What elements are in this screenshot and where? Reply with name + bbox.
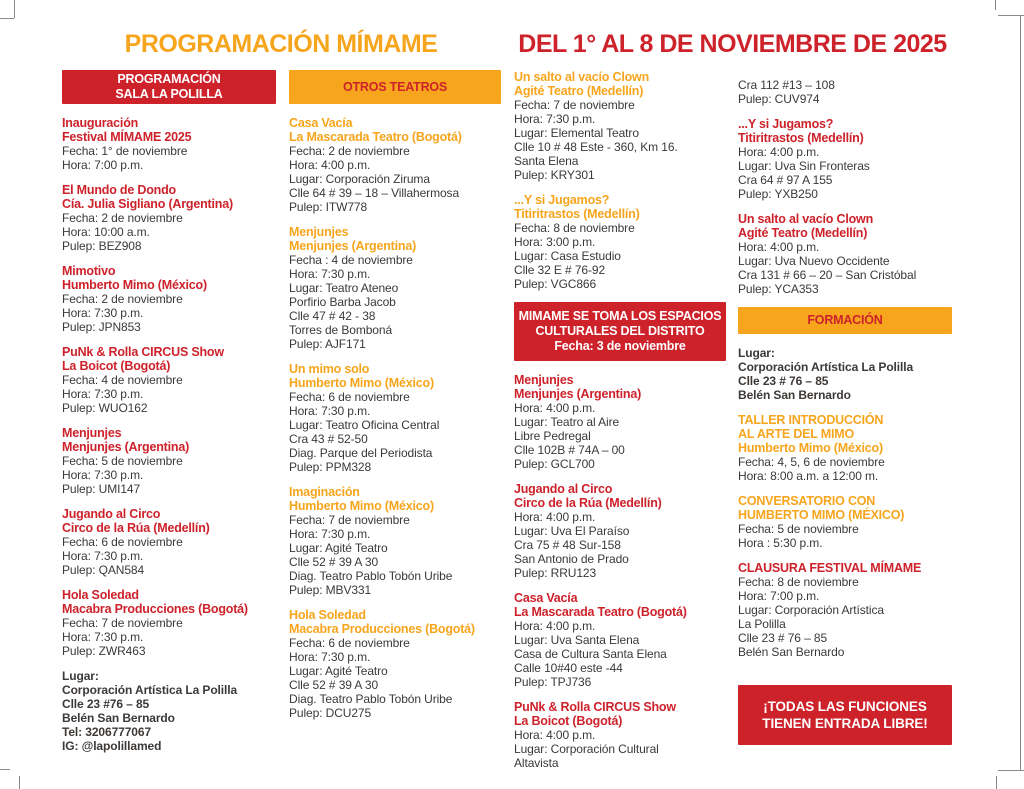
detail-line: Fecha: 5 de noviembre <box>738 522 859 536</box>
detail-line: Clle 23 # 76 – 85 <box>738 631 828 645</box>
event-title-line: Agité Teatro (Medellín) <box>738 226 868 240</box>
banner-line: TIENEN ENTRADA LIBRE! <box>762 716 928 731</box>
detail-line: Lugar: Corporación Ziruma <box>289 172 430 186</box>
detail-line: Hora: 7:30 p.m. <box>62 630 144 644</box>
detail-line: Tel: 3206777067 <box>62 725 152 739</box>
detail-line: San Antonio de Prado <box>514 552 629 566</box>
detail-line: Hora: 4:00 p.m. <box>738 240 820 254</box>
banner-line: CULTURALES DEL DISTRITO <box>535 324 705 338</box>
detail-line: Lugar: Teatro al Aire <box>514 415 620 429</box>
event-title-line: Casa Vacía <box>514 591 578 605</box>
event-block <box>514 373 726 471</box>
detail-line: Hora: 7:30 p.m. <box>514 112 596 126</box>
detail-line: Clle 23 # 76 – 85 <box>738 374 829 388</box>
detail-line: Belén San Bernardo <box>738 388 851 402</box>
detail-line: Fecha : 4 de noviembre <box>289 253 413 267</box>
page-title-program: PROGRAMACIÓN MÍMAME <box>124 30 438 58</box>
detail-line: Clle 32 E # 76-92 <box>514 263 606 277</box>
event-title-line: PuNk & Rolla CIRCUS Show <box>514 700 676 714</box>
event-title-line: AL ARTE DEL MIMO <box>738 427 855 441</box>
event-block <box>514 700 726 770</box>
detail-line: Hora: 3:00 p.m. <box>514 235 596 249</box>
event-title-line: Menjunjes (Argentina) <box>514 387 642 401</box>
detail-line: Fecha: 5 de noviembre <box>62 454 183 468</box>
detail-line: Cra 131 # 66 – 20 – San Cristóbal <box>738 268 917 282</box>
detail-line: Santa Elena <box>514 154 579 168</box>
detail-line: Pulep: RRU123 <box>514 566 597 580</box>
banner-box <box>738 307 952 334</box>
detail-line: Fecha: 8 de noviembre <box>738 575 859 589</box>
column-3 <box>514 70 726 781</box>
event-block <box>289 116 501 214</box>
banner-line: ¡TODAS LAS FUNCIONES <box>763 699 927 714</box>
detail-line: Altavista <box>514 756 559 770</box>
info-block <box>62 669 276 753</box>
detail-line: Hora: 4:00 p.m. <box>514 510 596 524</box>
crop-mark <box>14 0 15 18</box>
detail-line: Lugar: Corporación Artística <box>738 603 884 617</box>
detail-line: Pulep: JPN853 <box>62 320 141 334</box>
event-block <box>738 494 952 550</box>
event-title-line: TALLER INTRODUCCIÓN <box>738 413 884 427</box>
page-title-dates: DEL 1° AL 8 DE NOVIEMBRE DE 2025 <box>518 30 947 58</box>
detail-line: Pulep: AJF171 <box>289 337 366 351</box>
detail-line: Pulep: MBV331 <box>289 583 372 597</box>
detail-line: Lugar: <box>738 346 775 360</box>
detail-line: Cra 43 # 52-50 <box>289 432 368 446</box>
event-title-line: ...Y si Jugamos? <box>738 117 834 131</box>
event-title-line: Circo de la Rúa (Medellín) <box>62 521 210 535</box>
event-title-line: Menjunjes (Argentina) <box>289 239 417 253</box>
detail-line: La Polilla <box>738 617 786 631</box>
event-title-line: Macabra Producciones (Bogotá) <box>62 602 248 616</box>
event-block <box>738 117 952 201</box>
detail-line: Pulep: DCU275 <box>289 706 372 720</box>
detail-line: Fecha: 4, 5, 6 de noviembre <box>738 455 885 469</box>
section-header-box <box>62 70 276 104</box>
detail-line: Fecha: 1° de noviembre <box>62 144 188 158</box>
event-title-line: CONVERSATORIO CON <box>738 494 876 508</box>
detail-line: Lugar: Uva El Paraíso <box>514 524 630 538</box>
event-title-line: Menjunjes <box>514 373 574 387</box>
detail-line: Clle 23 #76 – 85 <box>62 697 150 711</box>
detail-line: Hora: 7:30 p.m. <box>289 650 371 664</box>
event-title-line: Jugando al Circo <box>514 482 613 496</box>
event-title-line: Jugando al Circo <box>62 507 161 521</box>
detail-line: Fecha: 6 de noviembre <box>289 636 410 650</box>
event-title-line: Hola Soledad <box>289 608 366 622</box>
detail-line: Pulep: TPJ736 <box>514 675 592 689</box>
banner-line: PROGRAMACIÓN <box>117 72 221 86</box>
event-title-line: Mimotivo <box>62 264 116 278</box>
crop-mark <box>0 769 10 770</box>
event-title-line: Titiritrastos (Medellín) <box>514 207 640 221</box>
banner-line: FORMACIÓN <box>807 313 883 327</box>
detail-line: Hora: 7:30 p.m. <box>289 404 371 418</box>
detail-line: Hora: 4:00 p.m. <box>514 619 596 633</box>
event-title-line: Humberto Mimo (México) <box>62 278 207 292</box>
info-block <box>738 346 952 402</box>
detail-line: Pulep: CUV974 <box>738 92 820 106</box>
event-block <box>514 482 726 580</box>
detail-line: Fecha: 7 de noviembre <box>514 98 635 112</box>
detail-line: Fecha: 2 de noviembre <box>289 144 410 158</box>
detail-line: Hora: 10:00 a.m. <box>62 225 150 239</box>
detail-line: Fecha: 2 de noviembre <box>62 292 183 306</box>
event-block <box>514 70 726 182</box>
event-title-line: La Boicot (Bogotá) <box>62 359 171 373</box>
detail-line: Belén San Bernardo <box>62 711 175 725</box>
detail-line: Hora: 7:30 p.m. <box>62 549 144 563</box>
event-title-line: Hola Soledad <box>62 588 139 602</box>
event-title-line: CLAUSURA FESTIVAL MÍMAME <box>738 561 922 575</box>
detail-line: Clle 64 # 39 – 18 – Villahermosa <box>289 186 460 200</box>
event-title-line: Humberto Mimo (México) <box>289 376 434 390</box>
event-block <box>738 413 952 483</box>
detail-line: Casa de Cultura Santa Elena <box>514 647 667 661</box>
section-header-box <box>289 70 501 104</box>
detail-line: Diag. Parque del Periodista <box>289 446 433 460</box>
detail-line: Clle 52 # 39 A 30 <box>289 678 379 692</box>
event-title-line: La Mascarada Teatro (Bogotá) <box>514 605 687 619</box>
event-title-line: Casa Vacía <box>289 116 353 130</box>
banner-line: MIMAME SE TOMA LOS ESPACIOS <box>518 309 722 323</box>
detail-line: Clle 102B # 74A – 00 <box>514 443 625 457</box>
detail-line: Hora: 4:00 p.m. <box>514 728 596 742</box>
detail-line: Lugar: <box>62 669 99 683</box>
detail-line: Lugar: Agité Teatro <box>289 664 388 678</box>
detail-line: Calle 10#40 este -44 <box>514 661 623 675</box>
detail-line: Lugar: Casa Estudio <box>514 249 621 263</box>
detail-line: Hora : 5:30 p.m. <box>738 536 823 550</box>
detail-line: Diag. Teatro Pablo Tobón Uribe <box>289 692 453 706</box>
event-title-line: Menjunjes (Argentina) <box>62 440 190 454</box>
detail-line: Hora: 8:00 a.m. a 12:00 m. <box>738 469 879 483</box>
detail-line: Pulep: UMI147 <box>62 482 141 496</box>
detail-line: Libre Pedregal <box>514 429 591 443</box>
crop-mark <box>19 776 20 789</box>
event-block <box>514 591 726 689</box>
detail-line: Hora: 7:30 p.m. <box>62 306 144 320</box>
event-block <box>289 362 501 474</box>
event-title-line: El Mundo de Dondo <box>62 183 176 197</box>
event-title-line: Circo de la Rúa (Medellín) <box>514 496 662 510</box>
detail-line: Pulep: BEZ908 <box>62 239 142 253</box>
detail-line: Lugar: Elemental Teatro <box>514 126 639 140</box>
event-title-line: La Boicot (Bogotá) <box>514 714 623 728</box>
detail-line: Hora: 7:30 p.m. <box>289 267 371 281</box>
detail-line: Pulep: QAN584 <box>62 563 145 577</box>
event-title-line: Un salto al vacío Clown <box>514 70 650 84</box>
event-title-line: ...Y si Jugamos? <box>514 193 610 207</box>
event-title-line: PuNk & Rolla CIRCUS Show <box>62 345 224 359</box>
event-block <box>62 507 276 577</box>
crop-mark <box>996 776 997 789</box>
detail-line: Clle 47 # 42 - 38 <box>289 309 376 323</box>
column-2 <box>289 70 501 731</box>
column-1 <box>62 70 276 764</box>
event-block <box>738 561 952 659</box>
banner-line: Fecha: 3 de noviembre <box>554 339 686 353</box>
event-title-line: Un mimo solo <box>289 362 370 376</box>
crop-mark <box>995 0 996 10</box>
detail-line: Diag. Teatro Pablo Tobón Uribe <box>289 569 453 583</box>
event-title-line: Titiritrastos (Medellín) <box>738 131 864 145</box>
banner-line: OTROS TEATROS <box>342 79 448 94</box>
detail-line: Pulep: GCL700 <box>514 457 595 471</box>
detail-line: Clle 10 # 48 Este - 360, Km 16. <box>514 140 678 154</box>
event-title-line: La Mascarada Teatro (Bogotá) <box>289 130 462 144</box>
detail-line: Hora: 7:00 p.m. <box>62 158 144 172</box>
detail-line: Cra 112 #13 – 108 <box>738 78 835 92</box>
detail-line: Pulep: ITW778 <box>289 200 368 214</box>
detail-line: Clle 52 # 39 A 30 <box>289 555 379 569</box>
detail-line: Hora: 7:00 p.m. <box>738 589 820 603</box>
detail-line: Lugar: Teatro Oficina Central <box>289 418 440 432</box>
event-block <box>738 212 952 296</box>
detail-line: Hora: 7:30 p.m. <box>62 468 144 482</box>
detail-line: Fecha: 2 de noviembre <box>62 211 183 225</box>
detail-line: Fecha: 6 de noviembre <box>289 390 410 404</box>
event-title-line: Menjunjes <box>289 225 349 239</box>
event-block <box>62 345 276 415</box>
detail-line: Belén San Bernardo <box>738 645 845 659</box>
detail-line: Hora: 4:00 p.m. <box>738 145 820 159</box>
detail-line: Cra 64 # 97 A 155 <box>738 173 833 187</box>
event-block <box>62 426 276 496</box>
event-title-line: Agité Teatro (Medellín) <box>514 84 644 98</box>
event-block <box>289 225 501 351</box>
detail-line: Lugar: Teatro Ateneo <box>289 281 399 295</box>
crop-mark <box>0 18 14 19</box>
event-title-line: Cía. Julia Sigliano (Argentina) <box>62 197 233 211</box>
detail-line: Lugar: Corporación Cultural <box>514 742 659 756</box>
event-block <box>514 193 726 291</box>
crop-mark <box>1020 15 1021 771</box>
detail-line: Hora: 7:30 p.m. <box>62 387 144 401</box>
event-title-line: Macabra Producciones (Bogotá) <box>289 622 475 636</box>
event-title-line: Imaginación <box>289 485 360 499</box>
banner-box <box>738 685 952 745</box>
detail-line: Cra 75 # 48 Sur-158 <box>514 538 621 552</box>
detail-line: Fecha: 8 de noviembre <box>514 221 635 235</box>
detail-line: Lugar: Uva Nuevo Occidente <box>738 254 890 268</box>
column-4 <box>738 70 952 757</box>
detail-line: Porfirio Barba Jacob <box>289 295 396 309</box>
detail-line: Corporación Artística La Polilla <box>62 683 238 697</box>
banner-box <box>514 302 726 361</box>
detail-line: Hora: 7:30 p.m. <box>289 527 371 541</box>
detail-line: Lugar: Uva Santa Elena <box>514 633 640 647</box>
event-block <box>62 183 276 253</box>
detail-line: Pulep: YCA353 <box>738 282 819 296</box>
event-block <box>289 608 501 720</box>
detail-line: Corporación Artística La Polilla <box>738 360 914 374</box>
event-title-line: Humberto Mimo (México) <box>289 499 434 513</box>
detail-line: Pulep: VGC866 <box>514 277 597 291</box>
detail-line: Fecha: 4 de noviembre <box>62 373 183 387</box>
event-title-line: Festival MÍMAME 2025 <box>62 130 192 144</box>
detail-line: Pulep: YXB250 <box>738 187 818 201</box>
detail-line: Fecha: 7 de noviembre <box>62 616 183 630</box>
event-block <box>289 485 501 597</box>
detail-line: Hora: 4:00 p.m. <box>514 401 596 415</box>
event-title-line: Menjunjes <box>62 426 122 440</box>
detail-line: Fecha: 6 de noviembre <box>62 535 183 549</box>
detail-line: Pulep: KRY301 <box>514 168 595 182</box>
detail-line: Torres de Bomboná <box>289 323 393 337</box>
event-block <box>62 264 276 334</box>
detail-line: IG: @lapolillamed <box>62 739 162 753</box>
crop-mark <box>998 770 1024 771</box>
detail-line: Fecha: 7 de noviembre <box>289 513 410 527</box>
event-title-line: Humberto Mimo (México) <box>738 441 883 455</box>
event-title-line: HUMBERTO MIMO (MÉXICO) <box>738 508 905 522</box>
detail-line: Lugar: Uva Sin Fronteras <box>738 159 870 173</box>
event-block <box>62 588 276 658</box>
detail-line: Lugar: Agité Teatro <box>289 541 388 555</box>
info-block <box>738 78 952 106</box>
event-block <box>62 116 276 172</box>
detail-line: Pulep: PPM328 <box>289 460 372 474</box>
event-title-line: Un salto al vacío Clown <box>738 212 874 226</box>
event-title-line: Inauguración <box>62 116 139 130</box>
detail-line: Pulep: WUO162 <box>62 401 148 415</box>
banner-line: SALA LA POLILLA <box>115 87 223 101</box>
detail-line: Pulep: ZWR463 <box>62 644 146 658</box>
detail-line: Hora: 4:00 p.m. <box>289 158 371 172</box>
